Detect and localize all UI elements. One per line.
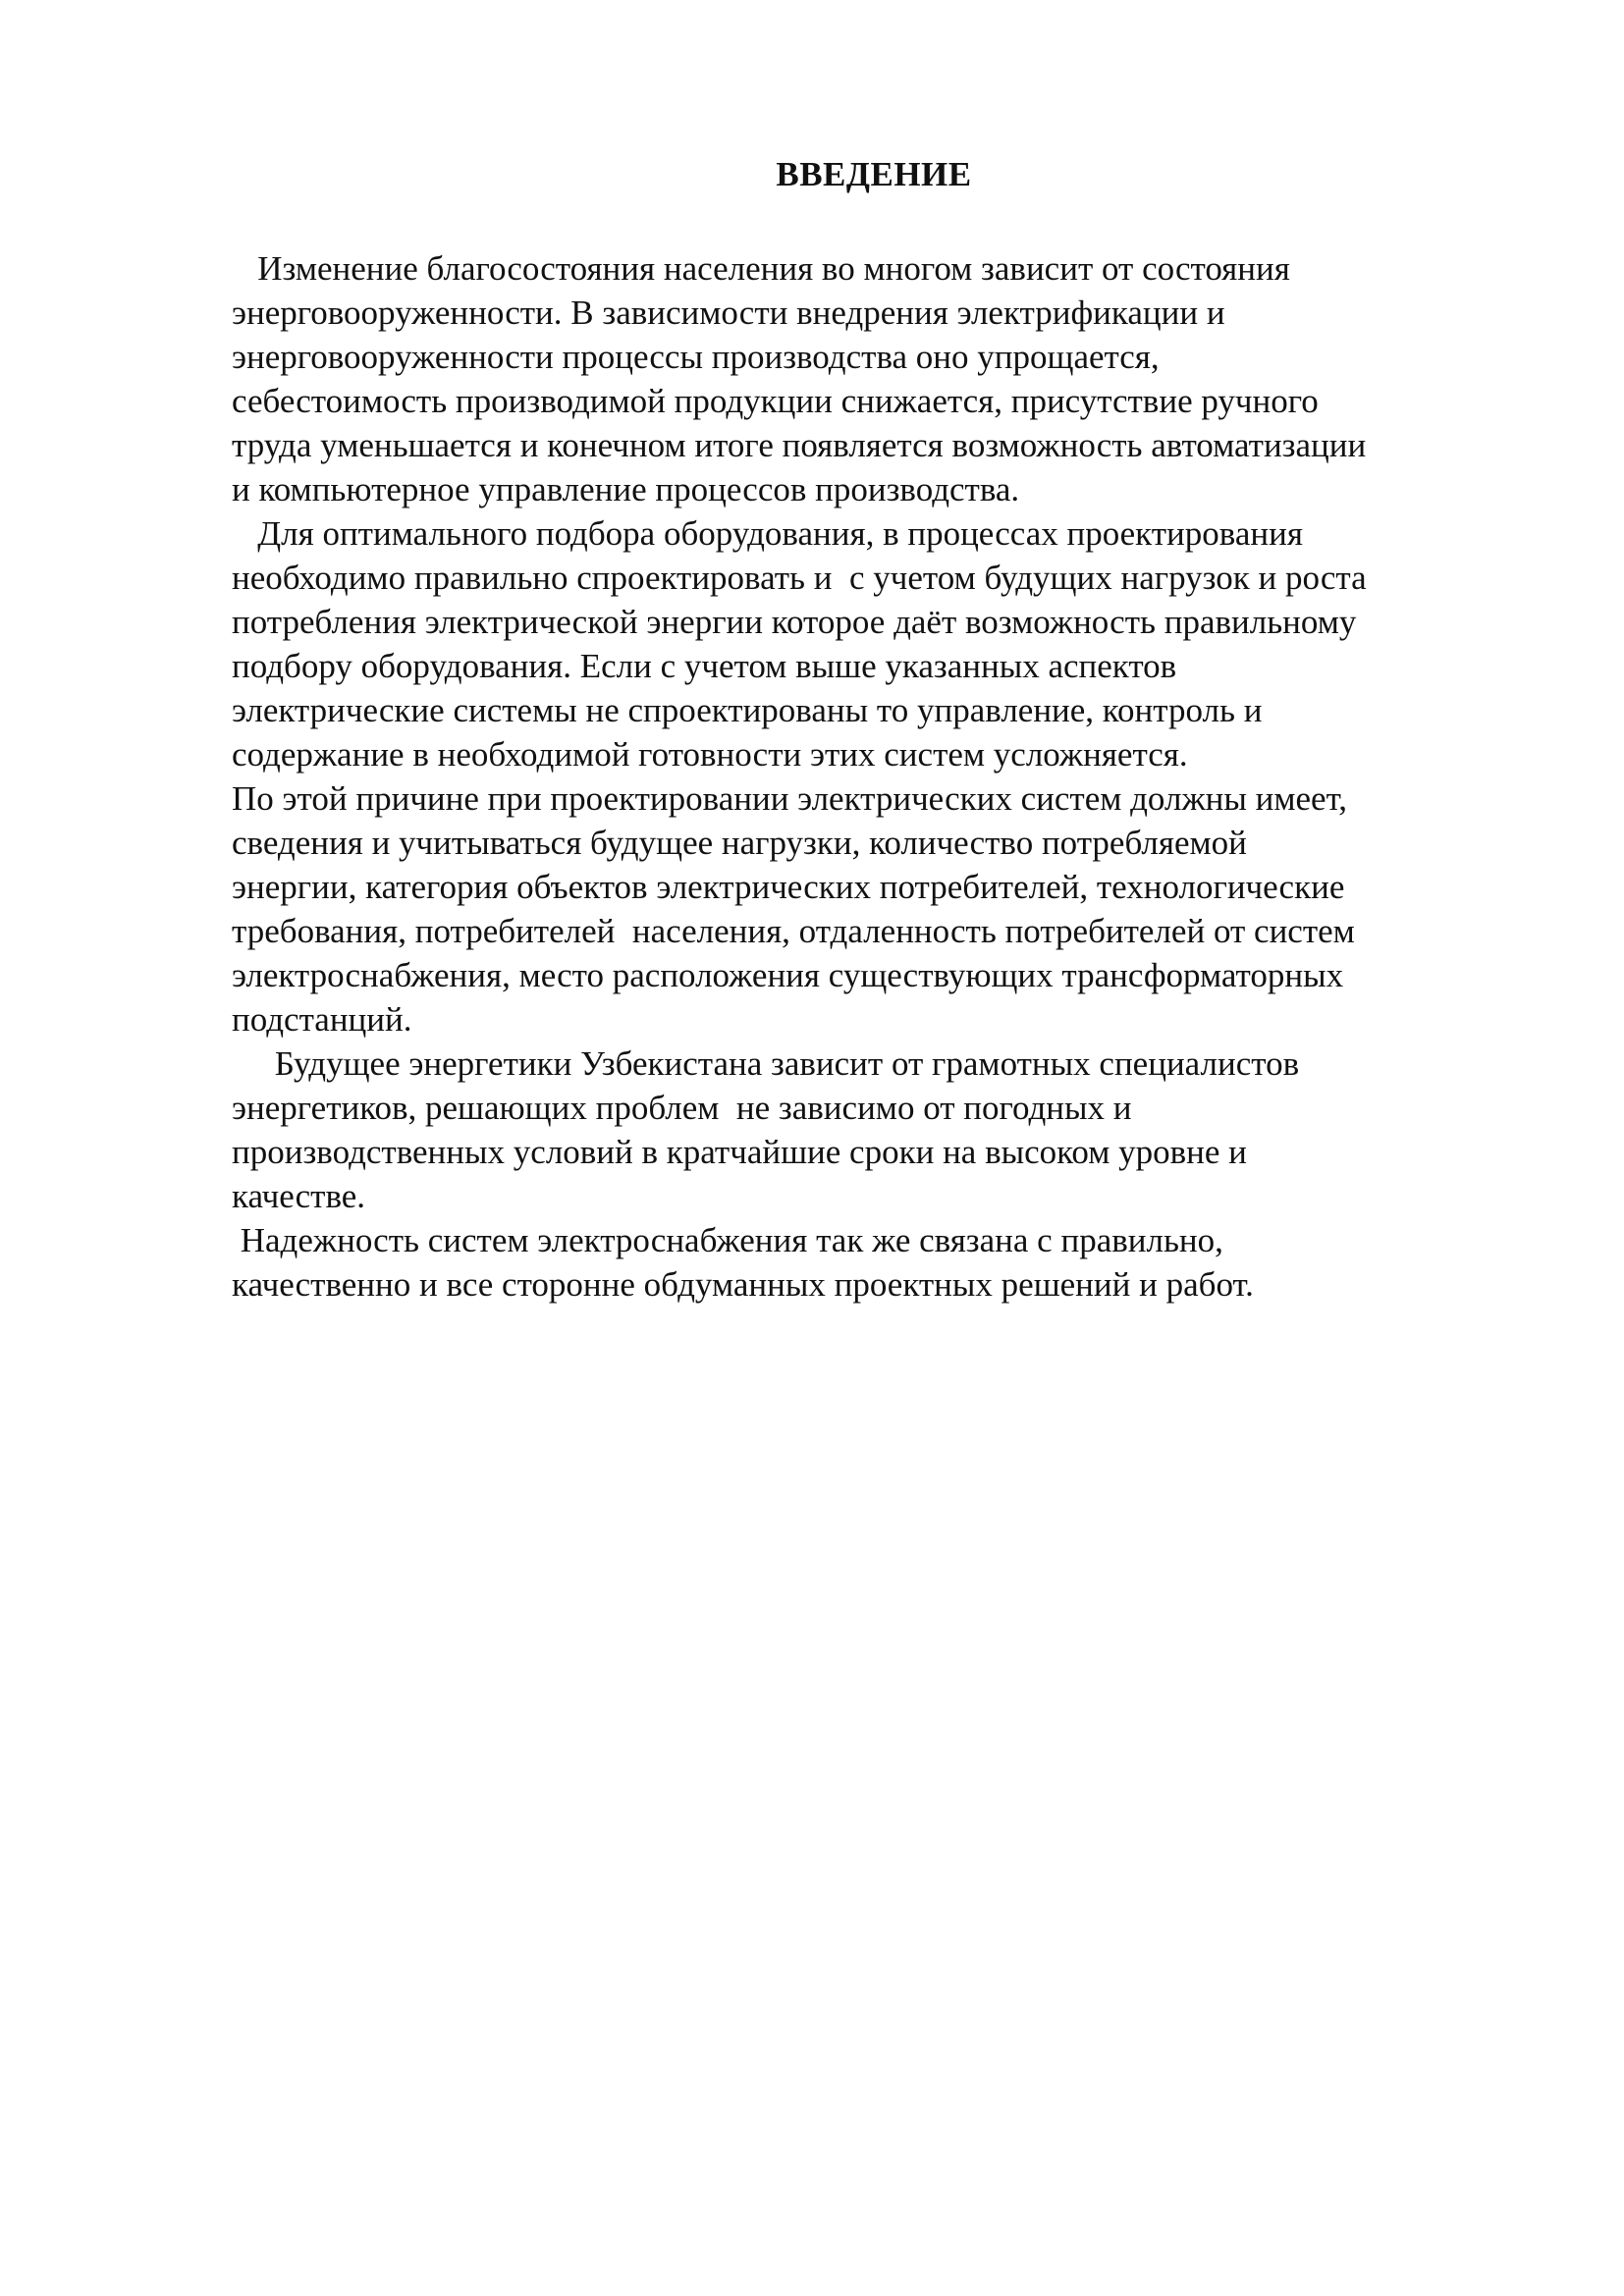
text-line: себестоимость производимой продукции снижается, присутствие ручного [232, 382, 1319, 420]
text-line: и компьютерное управление процессов производства. [232, 470, 1020, 508]
text-line: подбору оборудования. Если с учетом выше указанных аспектов [232, 647, 1177, 685]
text-line: энерговооруженности. В зависимости внедрения электрификации и [232, 294, 1225, 332]
text-line: Для оптимального подбора оборудования, в процессах проектирования [232, 514, 1303, 553]
text-line: Надежность систем электроснабжения так же связана с правильно, [232, 1221, 1223, 1259]
text-line: Будущее энергетики Узбекистана зависит от грамотных специалистов [232, 1044, 1300, 1083]
text-line: сведения и учитываться будущее нагрузки, количество потребляемой [232, 824, 1247, 862]
text-line: подстанций. [232, 1000, 412, 1039]
text-line: требования, потребителей населения, отдаленность потребителей от систем [232, 912, 1355, 950]
text-line: производственных условий в кратчайшие сроки на высоком уровне и [232, 1133, 1247, 1171]
text-line: необходимо правильно спроектировать и с учетом будущих нагрузок и роста [232, 559, 1367, 597]
text-line: потребления электрической энергии которое даёт возможность правильному [232, 603, 1357, 641]
text-line: качестве. [232, 1177, 366, 1215]
text-line: Изменение благосостояния населения во многом зависит от состояния [232, 249, 1290, 288]
page-title: ВВЕДЕНИЕ [776, 155, 972, 193]
text-line: содержание в необходимой готовности этих систем усложняется. [232, 735, 1188, 774]
text-line: электроснабжения, место расположения существующих трансформаторных [232, 956, 1344, 994]
text-line: энергии, категория объектов электрических потребителей, технологические [232, 868, 1345, 906]
text-line: качественно и все сторонне обдуманных проектных решений и работ. [232, 1265, 1254, 1304]
text-line: труда уменьшается и конечном итоге появляется возможность автоматизации [232, 426, 1367, 464]
text-line: По этой причине при проектировании электрических систем должны имеет, [232, 779, 1347, 818]
text-line: энергетиков, решающих проблем не зависимо от погодных и [232, 1089, 1132, 1127]
text-line: энерговооруженности процессы производства оно упрощается, [232, 338, 1160, 376]
text-line: электрические системы не спроектированы то управление, контроль и [232, 691, 1263, 729]
